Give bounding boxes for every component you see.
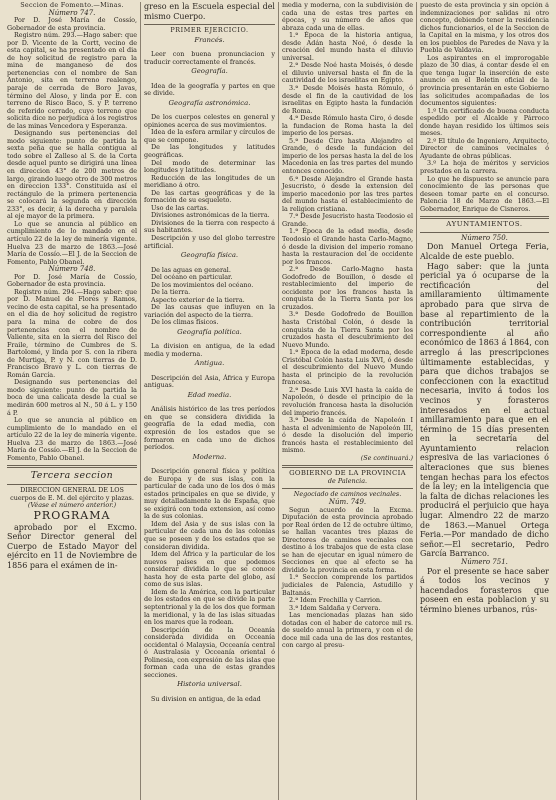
notice-body: Registro núm. 293.—Hago saber: que por D. Vicente de la Cortt, vecino de esta capital, se ha presentado en el dia de hoy solicitud de registro para la mina de manganeso de dos pertenencias con el nombre de San Antonio, sita en terreno realengo, paraje de cerrada de Boro Javas, término del Aloso, y linda por E. con terreno de Risco Baco, S. y P. terreno de referido cerrado, cuyo terreno que solicita dice no perjudica á los registros de las minas Vencedora y Esperanza.	[7, 31, 137, 130]
direction-title: DIRECCION GENERAL DE LOS cuerpos de E. M. del ejército y plazas.	[10, 486, 134, 502]
subject-item: De los climas físicos.	[151, 318, 219, 327]
subject-heading: Geografía física.	[180, 251, 239, 260]
subject-item: Divisiones de la tierra con respecto á sus habitantes.	[144, 218, 275, 235]
history-item: 2.ª Desde Noé hasta Moisés, ó desde el diluvio universal hasta el fin de la cautividad de los israelitas en Egipto.	[282, 61, 413, 85]
subject-item: De la tierra.	[151, 288, 191, 297]
subject-item: Análisis histórico de las tres períodos en que se considera dividida la geografía de la edad media, con expresión de los estados que se formaron en cada uno de dichos períodos.	[144, 405, 275, 452]
notice-intro: Por D. José María de Cossío, Gobernador de esta provincia.	[7, 272, 137, 289]
history-item: 2.ª Desde Carlo-Magno hasta Godofredo de Bouillon, ó desde el restablecimiento del imperio de occidente por los francos hasta la conquista de la Tierra Santa por los cruzados.	[282, 265, 413, 311]
notice-body: 1.º Un certificado de buena conducta espedido por el Alcalde y Párroco donde hayan residido los últimos seis meses.	[420, 106, 549, 138]
section-header-fomento: Seccion de Fomento.—Minas.	[20, 2, 124, 9]
subject-item: Idem del Asia y de sus islas con la particular de cada una de las colonias que se poseen y de los estados que se consideran dividida.	[144, 519, 275, 551]
notice-number: Núm. 749.	[328, 498, 367, 506]
program-intro: aprobado por el Excmo. Señor Director general del Cuerpo de Estado Mayor del ejército en 11 de Noviembre de 1856 para el exámen de in-	[7, 522, 137, 570]
notice-body: 1.ª Seccion comprende los partidos judiciales de Palencia, Astudillo y Baltanás.	[282, 573, 413, 597]
section-divider	[7, 465, 137, 468]
notice-body: Designando sus pertenencias del modo siguiente: punto de partida la sexta peña que se halla contigua al todo sobre el Zalleso al S. de la Corta desde aquel punto se dirigirá una línea en direccion 43° de 200 metros de largo, girando luego otro de 300 metros en direccion 133°. Constituida así el rectángulo de la primera pertenencia se colocará la segunda en dirección 233°, es decir, á la derecha y paralela al eje mayor de la primera.	[7, 129, 137, 221]
subject-item: De las causas que influyen en la variación del aspecto de la tierra.	[144, 303, 275, 319]
notice-body: Segun acuerdo de la Excma. Diputación de esta provincia aprobado por Real órden de 12 de octubre último, se hallan vacantes tres plazas de Directores de caminos vecinales con destino á los trabajos que de esta clase se han de ejecutar en igual número de Secciones en que al efecto se ha dividido la provincia en esta forma.	[282, 505, 413, 574]
column-2	[141, 2, 279, 800]
subject-item: Descripción del Asia, África y Europa antiguas.	[144, 373, 275, 390]
column-3	[279, 2, 417, 800]
subject-item: Del modo de determinar las longitudes y latitudes.	[144, 158, 275, 175]
history-item: 2.ª Desde Luis XVI hasta la caída de Napoleón, ó desde el principio de la revolución francesa hasta la disolución del imperio francés.	[282, 385, 413, 417]
divider	[144, 24, 275, 25]
subject-heading: Geografía.	[191, 67, 228, 76]
subject-item: Idem de la América, con la particular de los estados en que se divide la parte septentrional y la de los dos que forman la meridional, y la de las islas situadas en los mares que la rodean.	[144, 587, 275, 627]
history-item: media y moderna, con la subdivisión de cada una de estas tres partes en épocas, y su número de años que abraza cada una de ellas.	[282, 2, 413, 32]
negociado-title: Negociado de caminos vecinales.	[293, 490, 402, 499]
notice-body: Designando sus pertenencias del modo siguiente: punto de partida la boca de una calicata desde la cual se medirán 600 metros al N., 50 á L. y 150 á P.	[7, 378, 137, 417]
continued-note: (Se continuará.)	[360, 453, 413, 462]
subject-item: Idea de la geografía y partes en que se divide.	[144, 81, 275, 98]
notice-body: 3.º La hoja de méritos y servicios prestados en la carrera.	[420, 159, 549, 176]
subject-heading: Francés.	[194, 35, 225, 44]
subject-item: De las cartas geográficas y de la formación de su esqueleto.	[144, 188, 275, 205]
notice-body: 2.ª Idem Frechilla y Carrion.	[289, 596, 383, 605]
subject-item: Uso de las cartas.	[151, 203, 209, 212]
subject-item: De las longitudes y latitudes geográficas.	[144, 143, 275, 159]
notice-body: Hago saber: que la junta pericial ya ó ocuparse de la rectificación del amillaramiento últimamente aprobado para que sirva de base al repartimiento de la contribución territorial correspondiente al año económico de 1863 á 1864, con arreglo á las prescripciones últimamente establecidas, y para que dichos trabajos se confeccionen con la exactitud necesaria, invito á todos los vecinos y forasteros interesados en el actual amillaramiento para que en el término de 15 días presenten en la secretaría del Ayuntamiento relacion espresiva de las variaciones ó alteraciones que sus bienes tengan hechas para los efectos de la ley; en la inteligencia que la falta de dichas relaciones les producirá el perjuicio que haya lugar. Almendro 22 de marzo de 1863.—Manuel Ortega Feria.—Por mandado de dicho señor.—El secretario, Pedro García Barranco.	[420, 261, 549, 559]
history-item: 3.ª Desde la caída de Napoleón I hasta el advenimiento de Napoleón III, ó desde la disolución del imperio francés hasta el restablecimiento del mismo.	[282, 416, 413, 455]
subject-heading: Edad media.	[187, 390, 232, 399]
subject-item: Descripción de la Oceanía considerada dividida en Occeanía occidental ó Malaysia, Occeanía central ó Australasia y Occeanía oriental ó Polinesia, con expresión de las islas que forman cada una de estas grandes secciones.	[144, 625, 275, 679]
history-item: 3.ª Desde Godofredo de Bouillon hasta Cristóbal Colón, ó desde la conquista de la Tierra Santa por los cruzados hasta el descubrimiento del Nuevo Mundo.	[282, 310, 413, 349]
subject-item: La division en antigua, de la edad media y moderna.	[144, 342, 275, 358]
subject-item: Reducción de las longitudes de un meridiano á otro.	[144, 173, 275, 190]
history-item: 4.ª Desde Rómulo hasta Ciro, ó desde la fundacion de Roma hasta la del imperio de los persas.	[282, 114, 413, 138]
notice-body: 3.ª Idem Saldaña y Cervera.	[289, 603, 381, 612]
divider	[7, 484, 137, 485]
notice-number: Número 748.	[48, 265, 96, 274]
notice-body: Por el presente se hace saber á todos los vecinos y hacendados forasteros que poseen en esta poblacion y su término bienes urbanos, rús-	[420, 566, 549, 614]
notice-intro: Don Manuel Ortega Feria, Alcalde de este pueblo.	[420, 242, 549, 261]
section-divider	[420, 216, 549, 219]
notice-body: 2.º El título de Ingeniero, Arquitecto, Director de caminos vecinales ó Ayudante de obras públicas.	[420, 136, 549, 160]
notice-number: Número 750.	[461, 233, 508, 242]
notice-intro: Por D. José María de Cossío, Gobernador de esta provincia.	[7, 16, 137, 32]
subject-item: Descripción y uso del globo terrestre artificial.	[144, 233, 275, 250]
history-item: 3.ª Desde Moisés hasta Rómulo, ó desde el fin de la cautividad de los israelitas en Egipto hasta la fundación de Roma.	[282, 84, 413, 115]
notice-body: Lo que se anuncia al público en cumplimiento de lo mandado en el artículo 22 de la ley de minería vigente. Huelva 23 de marzo de 1863.—José María de Cossío.—El J. de la Seccion de Fomento, Pablo Obanel.	[7, 416, 137, 462]
section-divider	[282, 465, 413, 468]
program-intro-cont: greso en la Escuela especial del mismo Cuerpo.	[144, 2, 275, 21]
notice-number: Número 751.	[461, 558, 508, 566]
program-title: PROGRAMA	[33, 509, 111, 522]
notice-body: Los aspirantes en el improrogable plazo de 30 dias, á contar desde el en que tenga lugar la inserción de este anuncio en el Boletin oficial de la provincia presentarán en este Gobierno las solicitudes acompañadas de los documentos siguientes:	[420, 53, 549, 108]
divider	[420, 232, 549, 233]
subject-item: Leer con buena pronunciacion y traducir correctamente el francés.	[144, 50, 275, 66]
subject-item: De las aguas en general.	[151, 265, 231, 274]
subject-item: Aspecto exterior de la tierra.	[151, 295, 245, 304]
subject-heading: Moderna.	[192, 452, 227, 461]
note-previous: (Véase el número anterior.)	[27, 501, 117, 510]
history-item: 5.ª Desde Ciro hasta Alejandro el Grande, ó desde la fundacion del imperio de los persas hasta la del de los Macedonia en las tres partes del mundo entonces conocido.	[282, 136, 413, 176]
notice-body: Lo que he dispuesto se anuncie para conocimiento de las personas que deseen tomar parte en el concurso. Palencia 18 de Marzo de 1863.—El Gobernador, Enrique de Cisneros.	[420, 174, 549, 213]
column-1	[4, 2, 141, 800]
subject-item: Descripción general física y política de Europa y de sus islas, con la particular de cada uno de los dos ó más estados principales en que se divide, y muy detalladamente la de España, que se exigirá con toda extension, así como la de sus colonias.	[144, 467, 275, 521]
subject-item: Su division en antigua, de la edad	[151, 694, 261, 703]
subject-item: De los movimientos del océano.	[151, 280, 254, 289]
subject-heading: Geografía astronómica.	[168, 98, 251, 107]
history-item: 1.ª Época de la historia antigua, desde Adán hasta Noé, ó desde la creación del mundo hasta el diluvio universal.	[282, 31, 413, 62]
subject-heading: Geografía política.	[177, 327, 242, 336]
government-title: GOBIERNO DE LA PROVINCIA	[289, 469, 406, 478]
notice-body: Lo que se anuncia al público en cumplimiento de lo mandado en el artículo 22 de la ley de minería vigente. Huelva 23 de marzo de 1863.—José María de Cossío.—El J. de la Seccion de Fomento, Pablo Obanel.	[7, 219, 137, 266]
divider	[282, 488, 413, 489]
subject-item: Divisiones astronómicas de la tierra.	[151, 211, 270, 220]
subject-heading: Antigua.	[194, 359, 225, 368]
exercise-title: PRIMER EJERCICIO.	[170, 26, 249, 35]
subject-item: Idem del África y la particular de los nuevos países en que podemos considerar dividida lo que se conoce hasta hoy de esta parte del globo, así como de sus islas.	[144, 550, 275, 589]
section-title: Tercera seccion	[30, 470, 114, 482]
notice-number: Número 747.	[48, 8, 96, 17]
history-item: 6.ª Desde Alejandro el Grande hasta Jesucristo, ó desde la extension del imperio macedonio por las tres partes del mundo hasta el establecimiento de la religion cristiana.	[282, 174, 413, 213]
notice-body: puesto de esta provincia y sin opción á indemnizaciones por salidas ni otro concepto, debiendo tener la residencia dichos funcionarios, el de la Seccion de la Capital en la misma, y los otros dos en los pueblos de Paredes de Nava y la Puebla de Valdavia.	[420, 2, 549, 55]
subject-item: Del océano en particular.	[151, 273, 233, 282]
ayuntamientos-title: AYUNTAMIENTOS.	[446, 220, 523, 229]
notice-body: Registro núm. 294.—Hago saber: que por D. Manuel de Flores y Ramos, vecino de esta capital, se ha presentado en el dia de hoy solicitud de registro para la mina de cobre de dos pertenencias con el nombre de Valiente, sita en la sierra del Risco del Fraile, término de Cumbres de S. Bartolomé, y linda por S. con la ribera de Murtiga, P. y N. con tierras de D. Francisco Bravo y L. con tierras de Román García.	[7, 287, 137, 379]
notice-body: Las mencionadas plazas han sido dotadas con el haber de catorce mil rs. de sueldo anual la primera, y con el de doce mil cada una de las dos restantes, con cargo al presu-	[282, 611, 413, 650]
subject-item: Idea de la esfera armilar y círculos de que se compone.	[144, 128, 275, 144]
column-4	[417, 2, 552, 800]
subject-item: De los cuerpos celestes en general y opiniones acerca de sus movimientos.	[144, 113, 275, 129]
history-item: 1.ª Época de la edad media, desde Teodosio el Grande hasta Carlo-Magno, ó desde la division del imperio romano hasta la restauracion del de occidente por los francos.	[282, 227, 413, 266]
government-province: de Palencia.	[327, 476, 368, 485]
history-item: 7.ª Desde Jesucristo hasta Teodosio el Grande.	[282, 212, 413, 228]
history-item: 1.ª Época de la edad moderna, desde Cristóbal Colón hasta Luis XVI, ó desde el descubrimiento del Nuevo Mundo hasta el principio de la revolución francesa.	[282, 348, 413, 387]
subject-heading: Historia universal.	[177, 680, 242, 689]
